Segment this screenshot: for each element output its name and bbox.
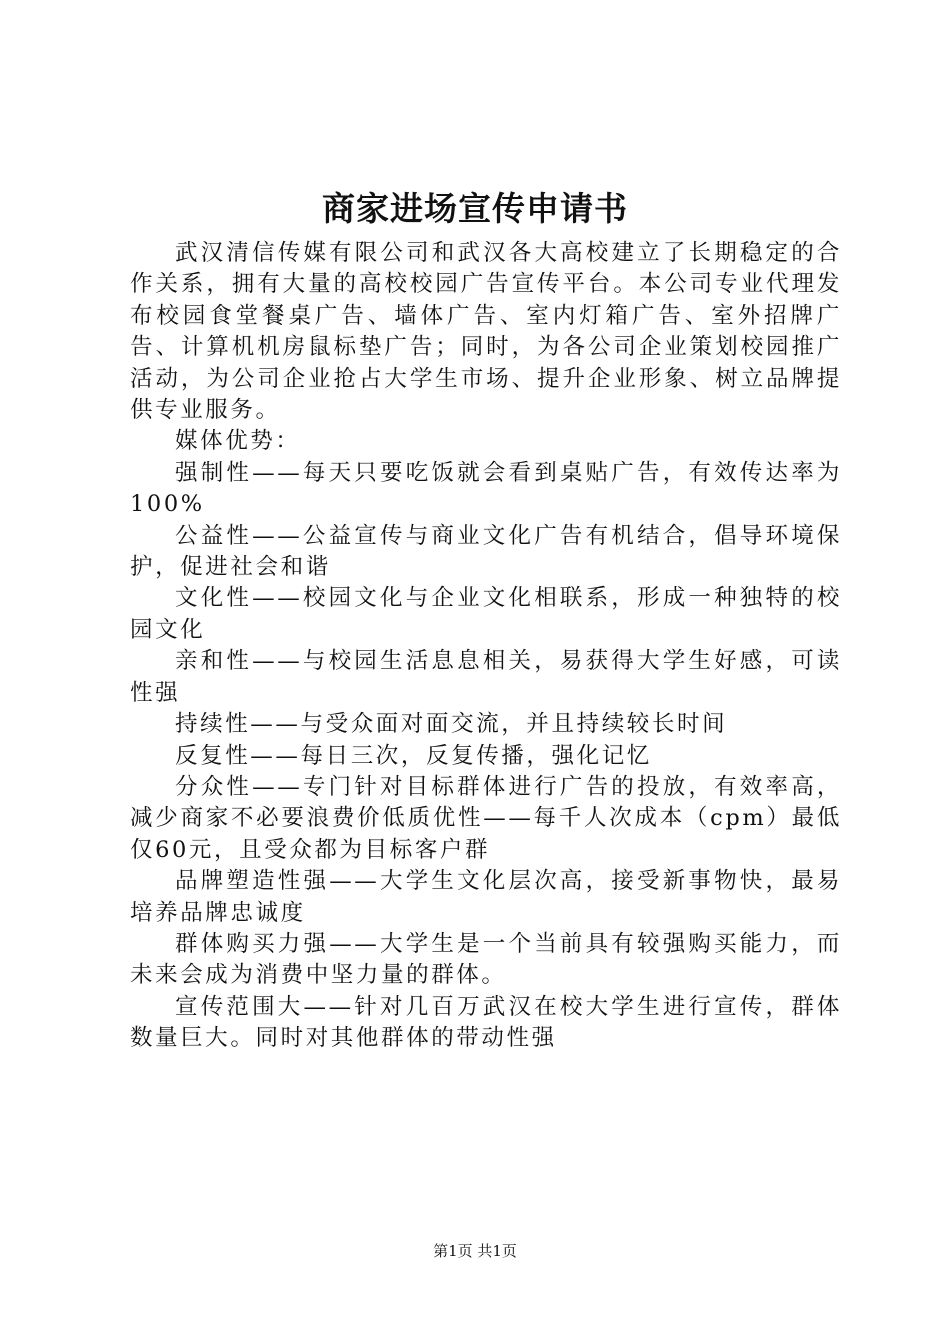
document-title: 商家进场宣传申请书: [322, 189, 628, 228]
advantage-item: 强制性——每天只要吃饭就会看到桌贴广告，有效传达率为100%: [130, 459, 842, 518]
advantage-item: 分众性——专门针对目标群体进行广告的投放，有效率高，减少商家不必要浪费价低质优性——每千人次成本（cpm）最低仅60元，且受众都为目标客户群: [130, 773, 842, 863]
advantage-item: 品牌塑造性强——大学生文化层次高，接受新事物快，最易培养品牌忠诚度: [130, 868, 842, 926]
document-body: [130, 238, 842, 1055]
intro-paragraph: 武汉清信传媒有限公司和武汉各大高校建立了长期稳定的合作关系，拥有大量的高校校园广告宣传平台。本公司专业代理发布校园食堂餐桌广告、墙体广告、室内灯箱广告、室外招牌广告、计算机机房鼠标垫广告；同时，为各公司企业策划校园推广活动，为公司企业抢占大学生市场、提升企业形象、树立品牌提供专业服务。: [130, 240, 842, 424]
advantage-item: 文化性——校园文化与企业文化相联系，形成一种独特的校园文化: [130, 585, 842, 643]
advantage-item: 宣传范围大——针对几百万武汉在校大学生进行宣传，群体数量巨大。同时对其他群体的带动性强: [130, 993, 842, 1052]
advantage-item: 公益性——公益宣传与商业文化广告有机结合，倡导环境保护，促进社会和谐: [130, 522, 842, 581]
advantage-item: 群体购买力强——大学生是一个当前具有较强购买能力，而未来会成为消费中坚力量的群体。: [130, 930, 842, 989]
advantage-item: 持续性——与受众面对面交流，并且持续较长时间: [175, 711, 728, 738]
media-advantages-heading: 媒体优势：: [175, 428, 301, 455]
advantage-item: 反复性——每日三次，反复传播，强化记忆: [175, 742, 652, 769]
advantage-item: 亲和性——与校园生活息息相关，易获得大学生好感，可读性强: [130, 648, 842, 706]
page-number-footer: 第1页 共1页: [433, 1242, 517, 1260]
